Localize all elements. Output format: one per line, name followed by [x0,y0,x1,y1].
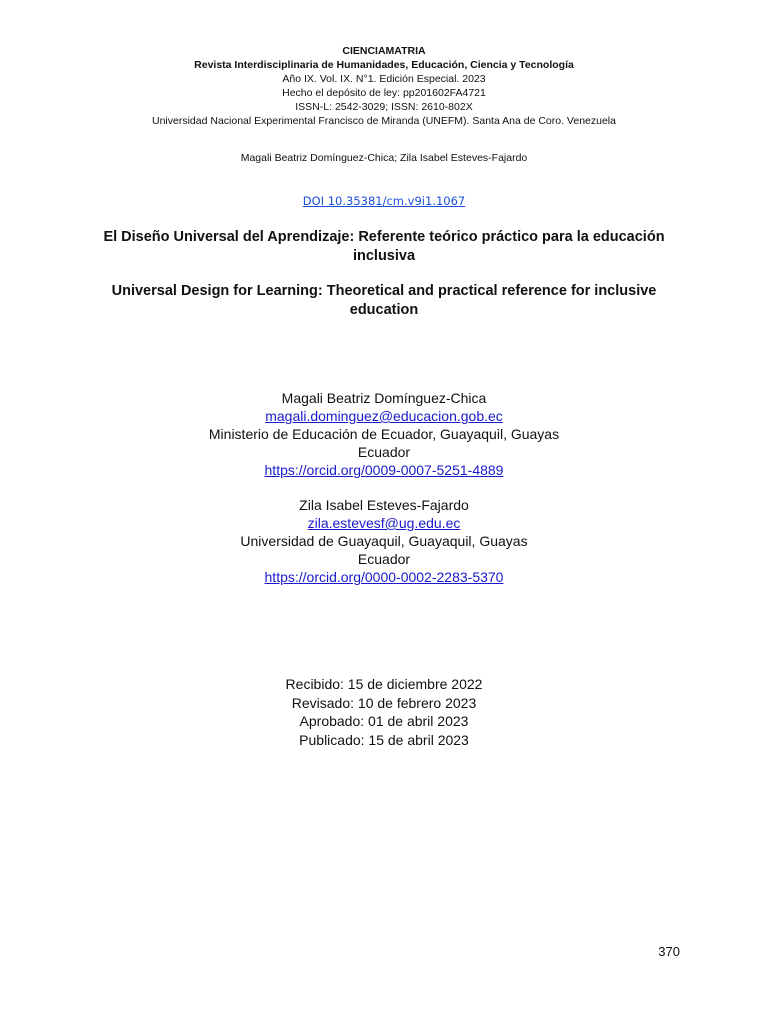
journal-deposit: Hecho el depósito de ley: pp201602FA4721 [282,87,486,99]
publication-dates [0,675,768,749]
author-name: Magali Beatriz Domínguez-Chica [281,390,487,406]
author-orcid-link[interactable]: https://orcid.org/0009-0007-5251-4889 [264,462,504,478]
journal-header [0,44,768,128]
date-published: Publicado: 15 de abril 2023 [299,731,469,748]
journal-issn: ISSN-L: 2542-3029; ISSN: 2610-802X [295,101,473,113]
journal-subtitle: Revista Interdisciplinaria de Humanidades, Educación, Ciencia y Tecnología [194,59,574,71]
author-email-link[interactable]: magali.dominguez@educacion.gob.ec [265,408,503,424]
journal-university: Universidad Nacional Experimental Francisco de Miranda (UNEFM). Santa Ana de Coro. Venezuela [152,115,616,127]
journal-name: CIENCIAMATRIA [342,45,426,57]
author-country: Ecuador [357,444,411,460]
author-affiliation: Ministerio de Educación de Ecuador, Guayaquil, Guayas [208,426,560,442]
author-orcid-link[interactable]: https://orcid.org/0000-0002-2283-5370 [264,569,504,585]
page-number: 370 [658,944,680,959]
author-name: Zila Isabel Esteves-Fajardo [299,497,469,513]
author-block-1 [0,389,768,479]
author-email-link[interactable]: zila.estevesf@ug.edu.ec [307,515,461,531]
title-english: Universal Design for Learning: Theoretical and practical reference for inclusive education [111,283,657,318]
title-spanish: El Diseño Universal del Aprendizaje: Referente teórico práctico para la educación inclusiva [103,229,665,264]
author-affiliation: Universidad de Guayaquil, Guayaquil, Guayas [240,533,528,549]
author-country: Ecuador [357,551,411,567]
date-received: Recibido: 15 de diciembre 2022 [285,676,483,692]
running-authors: Magali Beatriz Domínguez-Chica; Zila Isabel Esteves-Fajardo [240,152,528,164]
author-block-2 [0,496,768,586]
date-approved: Aprobado: 01 de abril 2023 [299,713,469,729]
date-revised: Revisado: 10 de febrero 2023 [291,694,477,711]
doi-line [0,194,768,208]
journal-issue: Año IX. Vol. IX. N°1. Edición Especial. 2023 [282,73,486,85]
doi-link[interactable]: DOI 10.35381/cm.v9i1.1067 [302,194,466,208]
